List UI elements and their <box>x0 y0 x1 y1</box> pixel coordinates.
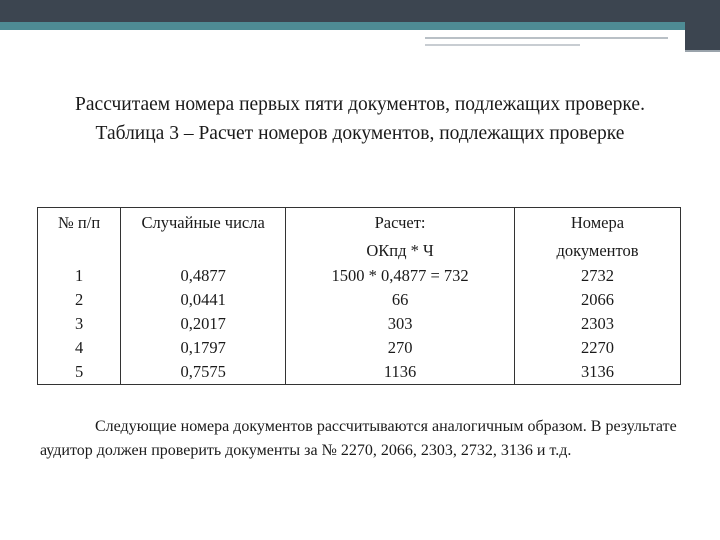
header-random: Случайные числа <box>121 208 286 238</box>
slide-top-bar <box>0 0 720 22</box>
cell-doc: 2303 <box>514 312 680 336</box>
cell-doc: 2732 <box>514 264 680 288</box>
cell-calc: 66 <box>286 288 515 312</box>
table-row <box>38 312 681 336</box>
conclusion-text: Следующие номера документов рассчитываются аналогичным образом. В результате аудитор должен проверить документы за № 2270, 2066, 2303, 2732, 3136 и т.д. <box>40 418 677 459</box>
table-header-row-2 <box>38 237 681 264</box>
cell-random: 0,7575 <box>121 360 286 385</box>
table-row <box>38 288 681 312</box>
decorative-line <box>425 44 580 46</box>
cell-doc: 3136 <box>514 360 680 385</box>
slide-heading <box>0 90 720 148</box>
cell-number: 4 <box>38 336 121 360</box>
decorative-line <box>425 37 668 39</box>
cell-random: 0,2017 <box>121 312 286 336</box>
slide-corner-block <box>685 0 720 50</box>
heading-line-1: Рассчитаем номера первых пяти документов, подлежащих проверке. <box>75 94 645 115</box>
documents-table <box>37 207 681 385</box>
cell-calc: 270 <box>286 336 515 360</box>
header-calc: Расчет: <box>286 208 515 238</box>
table-caption: Таблица 3 – Расчет номеров документов, подлежащих проверке <box>95 123 625 144</box>
header-docs: Номера <box>514 208 680 238</box>
decorative-line <box>685 50 720 52</box>
cell-number: 3 <box>38 312 121 336</box>
table-header-row <box>38 208 681 238</box>
cell-calc: 1136 <box>286 360 515 385</box>
cell-calc: 303 <box>286 312 515 336</box>
cell-number: 5 <box>38 360 121 385</box>
cell-random: 0,1797 <box>121 336 286 360</box>
conclusion-paragraph <box>40 415 680 463</box>
cell-doc: 2270 <box>514 336 680 360</box>
slide-accent-bar <box>0 22 720 30</box>
table-row <box>38 336 681 360</box>
header-calc-formula: ОКпд * Ч <box>286 237 515 264</box>
table-row <box>38 360 681 385</box>
cell-random: 0,0441 <box>121 288 286 312</box>
cell-doc: 2066 <box>514 288 680 312</box>
cell-random: 0,4877 <box>121 264 286 288</box>
header-number: № п/п <box>38 208 121 238</box>
cell-number: 2 <box>38 288 121 312</box>
cell-number: 1 <box>38 264 121 288</box>
table-row <box>38 264 681 288</box>
header-docs-line2: документов <box>514 237 680 264</box>
cell-calc: 1500 * 0,4877 = 732 <box>286 264 515 288</box>
